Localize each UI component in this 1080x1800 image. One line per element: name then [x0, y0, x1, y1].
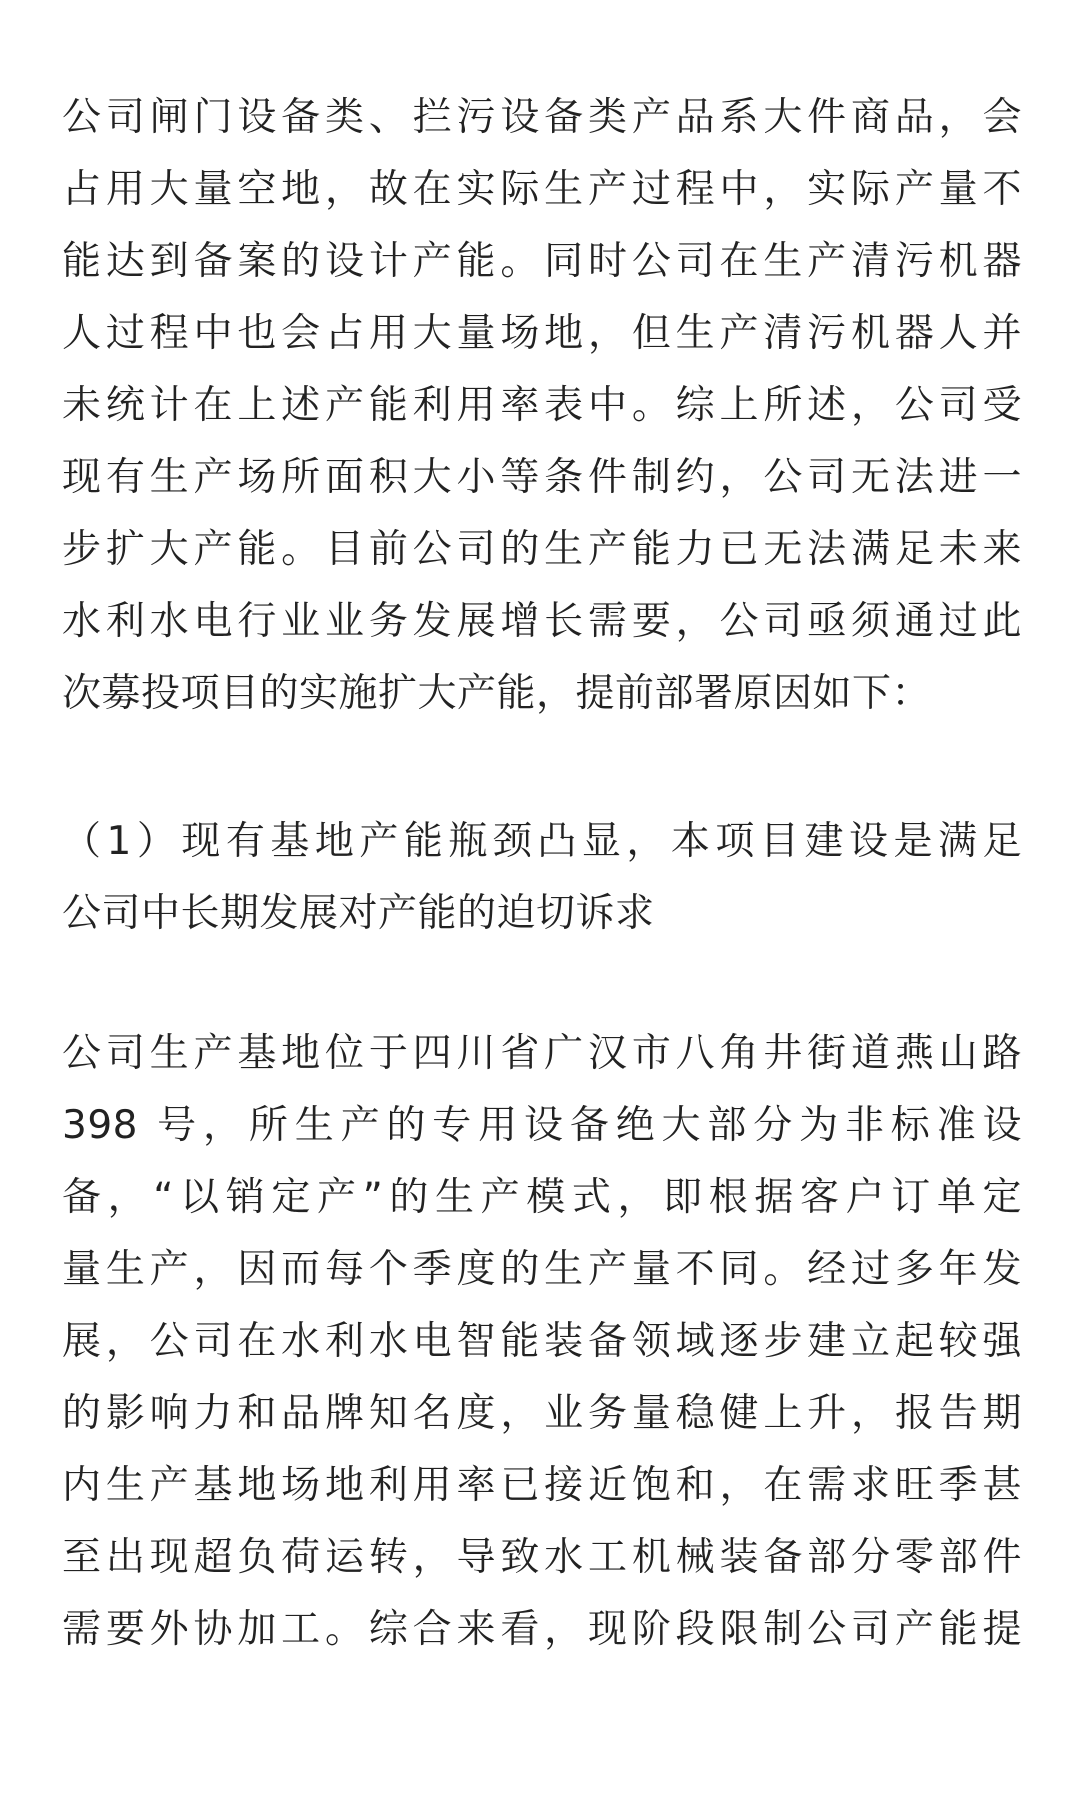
text-line: 次募投项目的实施扩大产能，提前部署原因如下：: [62, 671, 932, 716]
text-line: 能达到备案的设计产能。同时公司在生产清污机器: [62, 239, 1022, 284]
text-line: 量生产，因而每个季度的生产量不同。经过多年发: [62, 1247, 1022, 1292]
text-line: 需要外协加工。综合来看，现阶段限制公司产能提: [62, 1607, 1022, 1652]
section-heading: [62, 806, 1022, 950]
text-line: 展，公司在水利水电智能装备领域逐步建立起较强: [62, 1319, 1022, 1364]
text-line: 水利水电行业业务发展增长需要，公司亟须通过此: [62, 599, 1022, 644]
text-line: 至出现超负荷运转，导致水工机械装备部分零部件: [62, 1535, 1022, 1580]
text-line: 备，“以销定产”的生产模式，即根据客户订单定: [62, 1175, 1022, 1220]
text-line: 占用大量空地，故在实际生产过程中，实际产量不: [62, 167, 1022, 212]
text-line: 现有生产场所面积大小等条件制约，公司无法进一: [62, 455, 1022, 500]
text-line: 步扩大产能。目前公司的生产能力已无法满足未来: [62, 527, 1022, 572]
paragraph-3: [62, 1018, 1022, 1666]
paragraph-1: [62, 82, 1022, 730]
text-line: 公司生产基地位于四川省广汉市八角井街道燕山路: [62, 1031, 1022, 1076]
text-line: 的影响力和品牌知名度，业务量稳健上升，报告期: [62, 1391, 1022, 1436]
text-line: 未统计在上述产能利用率表中。综上所述，公司受: [62, 383, 1022, 428]
text-line: 398 号，所生产的专用设备绝大部分为非标准设: [62, 1103, 1022, 1148]
text-line: 内生产基地场地利用率已接近饱和，在需求旺季甚: [62, 1463, 1022, 1508]
text-line: 公司闸门设备类、拦污设备类产品系大件商品，会: [62, 95, 1022, 140]
text-line: 人过程中也会占用大量场地，但生产清污机器人并: [62, 311, 1022, 356]
text-line: 公司中长期发展对产能的迫切诉求: [62, 891, 655, 936]
text-line: （1）现有基地产能瓶颈凸显，本项目建设是满足: [62, 819, 1022, 864]
